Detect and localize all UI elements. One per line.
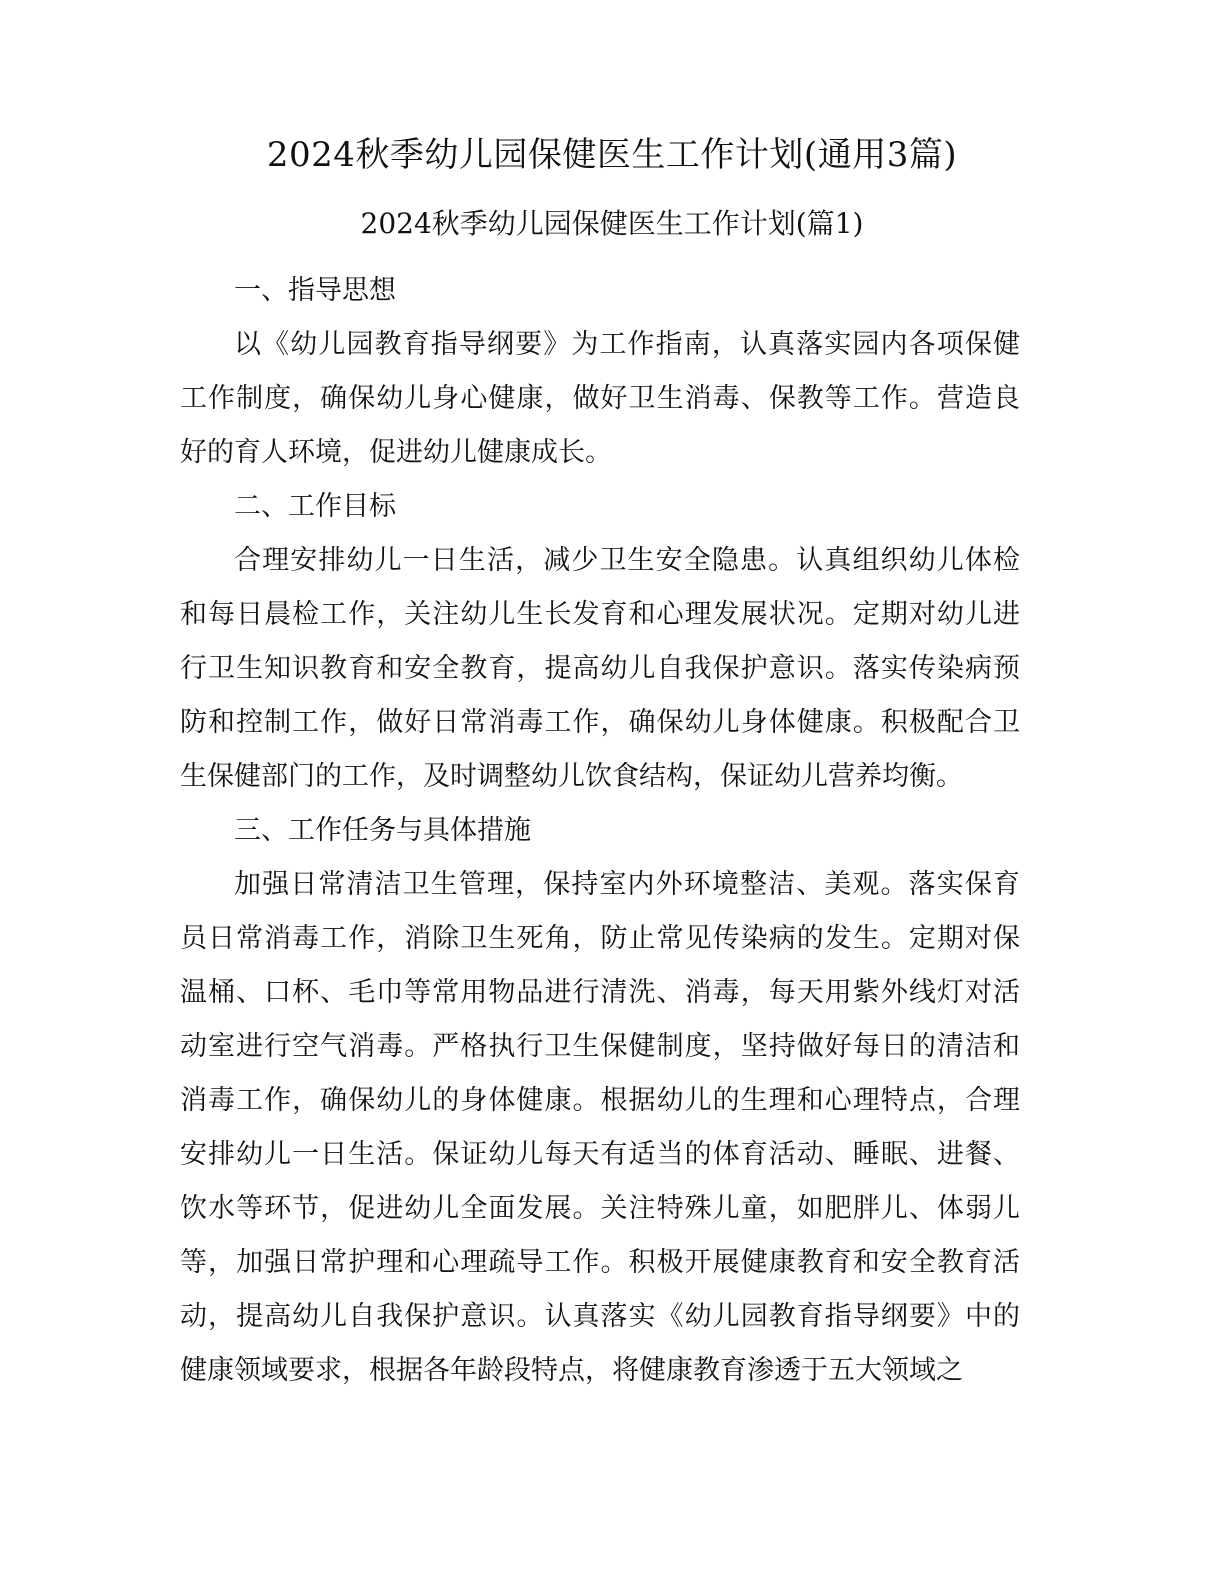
paragraph-line: 等，加强日常护理和心理疏导工作。积极开展健康教育和安全教育活 (180, 1247, 1020, 1278)
document-title: 2024秋季幼儿园保健医生工作计划(通用3篇) (266, 135, 958, 175)
paragraph-line: 工作制度，确保幼儿身心健康，做好卫生消毒、保教等工作。营造良 (180, 383, 1020, 414)
paragraph-line: 和每日晨检工作，关注幼儿生长发育和心理发展状况。定期对幼儿进 (180, 599, 1020, 630)
paragraph-line: 温桶、口杯、毛巾等常用物品进行清洗、消毒，每天用紫外线灯对活 (180, 977, 1020, 1008)
section-heading-guiding-ideology: 一、指导思想 (234, 275, 396, 306)
section-heading-work-goals: 二、工作目标 (234, 491, 396, 522)
document-body (180, 264, 1020, 1398)
paragraph-line: 饮水等环节，促进幼儿全面发展。关注特殊儿童，如肥胖儿、体弱儿 (180, 1193, 1020, 1224)
paragraph-line: 以《幼儿园教育指导纲要》为工作指南，认真落实园内各项保健 (234, 329, 1020, 360)
paragraph-line: 加强日常清洁卫生管理，保持室内外环境整洁、美观。落实保育 (234, 869, 1020, 900)
paragraph-line: 安排幼儿一日生活。保证幼儿每天有适当的体育活动、睡眠、进餐、 (180, 1139, 1020, 1170)
paragraph-line: 合理安排幼儿一日生活，减少卫生安全隐患。认真组织幼儿体检 (234, 545, 1020, 576)
paragraph-line: 行卫生知识教育和安全教育，提高幼儿自我保护意识。落实传染病预 (180, 653, 1020, 684)
paragraph-line: 健康领域要求，根据各年龄段特点，将健康教育渗透于五大领域之 (180, 1355, 963, 1386)
paragraph-line: 生保健部门的工作，及时调整幼儿饮食结构，保证幼儿营养均衡。 (180, 761, 963, 792)
paragraph-line: 好的育人环境，促进幼儿健康成长。 (180, 437, 612, 468)
paragraph-line: 消毒工作，确保幼儿的身体健康。根据幼儿的生理和心理特点，合理 (180, 1085, 1020, 1116)
section-heading-tasks-and-measures: 三、工作任务与具体措施 (234, 815, 531, 846)
paragraph-line: 防和控制工作，做好日常消毒工作，确保幼儿身体健康。积极配合卫 (180, 707, 1020, 738)
paragraph-line: 动，提高幼儿自我保护意识。认真落实《幼儿园教育指导纲要》中的 (180, 1301, 1020, 1332)
paragraph-line: 动室进行空气消毒。严格执行卫生保健制度，坚持做好每日的清洁和 (180, 1031, 1020, 1062)
paragraph-line: 员日常消毒工作，消除卫生死角，防止常见传染病的发生。定期对保 (180, 923, 1020, 954)
document-subtitle: 2024秋季幼儿园保健医生工作计划(篇1) (360, 207, 864, 240)
